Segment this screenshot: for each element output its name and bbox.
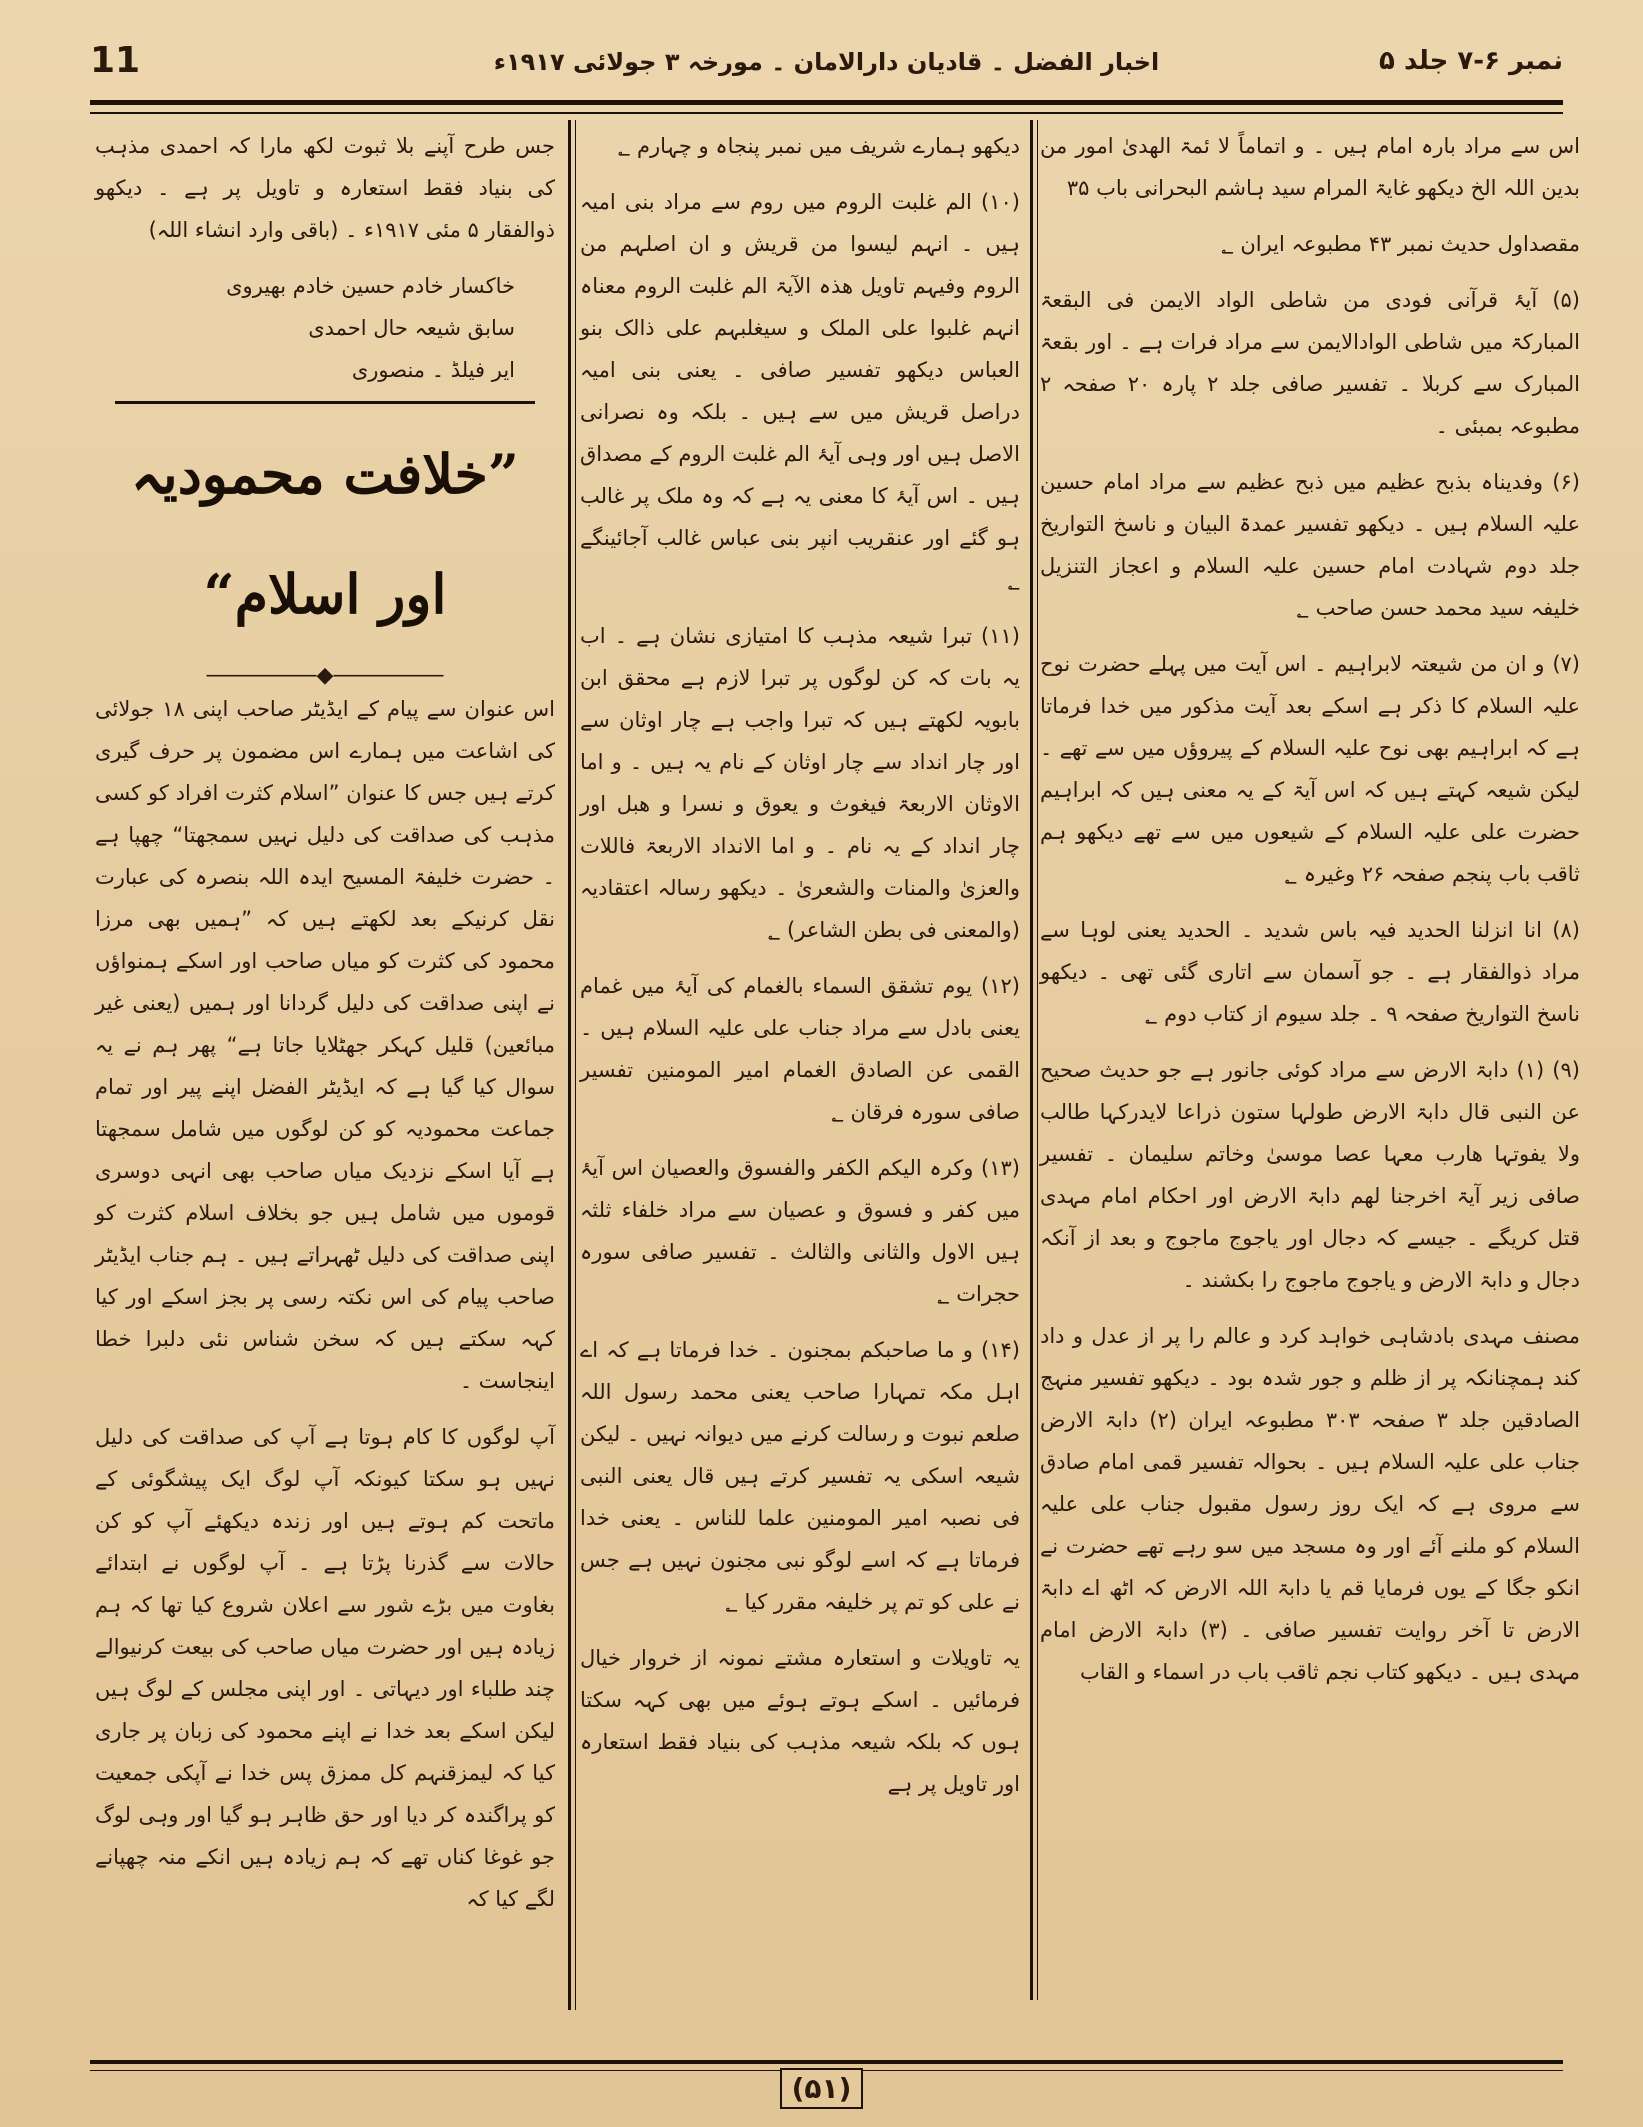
paragraph: دیکھو ہمارے شریف میں نمبر پنجاہ و چہارم ؂ (618, 134, 1020, 158)
issue-volume: نمبر ۶-۷ جلد ۵ (1379, 46, 1563, 76)
author-name: خاکسار خادم حسین خادم بھیروی (226, 274, 515, 298)
paragraph: (۵) آیۂ قرآنی فودی من شاطی الواد الایمن فی البقعۃ المبارکۃ میں شاطی الوادالایمن سے مراد فرات ہے ۔ اور بقعۃ المبارک سے کربلا ۔ تفسیر صافی جلد ۲ پارہ ۲۰ صفحہ ۲ مطبوعہ بمبئی ۔ (1040, 288, 1581, 438)
header-rule (90, 100, 1563, 105)
footer-rule (90, 2060, 1563, 2064)
masthead-title: اخبار الفضل ۔ قادیان دارالامان ۔ مورخہ ۳ جولائی ۱۹۱۷ء (493, 48, 1160, 76)
paragraph: اس عنوان سے پیام کے ایڈیٹر صاحب اپنی ۱۸ جولائی کی اشاعت میں ہمارے اس مضمون پر حرف گیری کرتے ہیں جس کا عنوان ”اسلام کثرت افراد کو کسی مذہب کی صداقت کی دلیل نہیں سمجھتا“ چھپا ہے ۔ حضرت خلیفۃ المسیح ایدہ اللہ بنصرہ کی عبارت نقل کرنیکے بعد لکھتے ہیں کہ ”ہمیں بھی مرزا محمود کی کثرت کو میاں صاحب اور اسکے ہمنواؤں نے اپنی صداقت کی دلیل گردانا اور ہمیں (یعنی غیر مبائعین) قلیل کہکر جھٹلایا جاتا ہے“ پھر ہم نے یہ سوال کیا گیا ہے کہ ایڈیٹر الفضل اپنے پیر اور تمام جماعت محمودیہ کو کن لوگوں میں شامل سمجھتا ہے آیا اسکے نزدیک میاں صاحب بھی انہی دوسری قوموں میں شامل ہیں جو بخلاف اسلام کثرت کو اپنی صداقت کی دلیل ٹھہراتے ہیں ۔ ہم جناب ایڈیٹر صاحب پیام کی اس نکتہ رسی پر بجز اسکے اور کیا کہہ سکتے ہیں کہ سخن شناس نئی دلبرا خطا اینجاست ۔ (95, 697, 555, 1393)
author-affiliation: سابق شیعہ حال احمدی (308, 316, 515, 340)
article-headline: ”خلافت محمودیہ اور اسلام“ (131, 442, 519, 626)
footer-page-number: (۵۱) (780, 2068, 864, 2109)
paragraph: اس سے مراد بارہ امام ہیں ۔ و اتماماً لا ئمۃ الھدیٰ امور من بدین اللہ الخ دیکھو غایۃ المرام سید ہاشم البحرانی باب ۳۵ (1040, 134, 1580, 200)
paragraph: آپ لوگوں کا کام ہوتا ہے آپ کی صداقت کی دلیل نہیں ہو سکتا کیونکہ آپ لوگ ایک پیشگوئی کے ماتحت کم ہوتے ہیں اور زندہ دیکھئے آپ کو کن حالات سے گذرنا پڑتا ہے ۔ آپ لوگوں نے ابتدائے بغاوت میں بڑے شور سے اعلان شروع کیا تھا کہ ہم زیادہ ہیں اور حضرت میاں صاحب کی بیعت کرنیوالے چند طلباء اور دیہاتی ۔ اور اپنی مجلس کے لوگ ہیں لیکن اسکے بعد خدا نے اپنے محمود کی زبان پر جاری کیا کہ لیمزقنہم کل ممزق پس خدا نے آپکی جمعیت کو پراگندہ کر دیا اور حق ظاہر ہو گیا اور وہی لوگ جو غوغا کناں تھے کہ ہم زیادہ ہیں انکے منہ چھپانے لگے کیا کہ (95, 1425, 555, 1911)
paragraph: (۶) وفدیناہ بذبح عظیم میں ذبح عظیم سے مراد امام حسین علیہ السلام ہیں ۔ دیکھو تفسیر عمدۃ البیان و ناسخ التواریخ جلد دوم شہادت امام حسین علیہ السلام و اعجاز التنزیل خلیفہ سید محمد حسن صاحب ؂ (1040, 470, 1580, 620)
column-divider (1037, 120, 1038, 2000)
paragraph: (۱۲) یوم تشقق السماء بالغمام کی آیۂ میں غمام یعنی بادل سے مراد جناب علی علیہ السلام ہیں ۔ القمی عن الصادق الغمام امیر المومنین تفسیر صافی سورہ فرقان ؂ (580, 974, 1020, 1124)
column-middle (580, 125, 1020, 2015)
paragraph: (۹) (۱) دابۃ الارض سے مراد کوئی جانور ہے جو حدیث صحیح عن النبی قال دابۃ الارض طولہا ستون ذراعا لایدرکہا طالب ولا یفوتہا ھارب معہا عصا موسیٰ وخاتم سلیمان ۔ تفسیر صافی زیر آیۃ اخرجنا لھم دابۃ الارض اور احکام امام مہدی قتل کریگے ۔ جیسے کہ دجال اور یاجوج ماجوج و بعد از آنکہ دجال و دابۃ الارض و یاجوج ماجوج را بکشند ۔ (1040, 1058, 1580, 1292)
paragraph: (۱۱) تبرا شیعہ مذہب کا امتیازی نشان ہے ۔ اب یہ بات کہ کن لوگوں پر تبرا لازم ہے محقق ابن بابویہ لکھتے ہیں کہ تبرا واجب ہے چار اوثان سے اور چار انداد سے چار اوثان کے نام یہ ہیں ۔ و اما الاوثان الاربعۃ فیغوث و یعوق و نسرا و ھبل اور چار انداد کے یہ نام ۔ و اما الانداد الاربعۃ فاللات والعزیٰ والمنات والشعریٰ ۔ دیکھو رسالہ اعتقادیہ (والمعنی فی بطن الشاعر) ؂ (580, 624, 1020, 942)
header-rule-thin (90, 112, 1563, 114)
paragraph: یہ تاویلات و استعارہ مشتے نمونہ از خروار خیال فرمائیں ۔ اسکے ہوتے ہوئے میں بھی کہہ سکتا ہوں کہ بلکہ شیعہ مذہب کی بنیاد فقط استعارہ اور تاویل پر ہے (580, 1646, 1020, 1796)
paragraph: (۱۳) وکرہ الیکم الکفر والفسوق والعصیان اس آیۂ میں کفر و فسوق و عصیان سے مراد خلفاء ثلثہ ہیں الاول والثانی والثالث ۔ تفسیر صافی سورہ حجرات ؂ (580, 1156, 1020, 1306)
paragraph: جس طرح آپنے بلا ثبوت لکھ مارا کہ احمدی مذہب کی بنیاد فقط استعارہ و تاویل پر ہے ۔ دیکھو ذوالفقار ۵ مئی ۱۹۱۷ء ۔ (باقی وارد انشاء اللہ) (95, 134, 555, 242)
footer-page-number-box (0, 2072, 1643, 2105)
header-page-number: 11 (90, 40, 141, 81)
article-separator (115, 401, 535, 404)
column-divider (568, 120, 571, 2010)
paragraph: (۱۰) الم غلبت الروم میں روم سے مراد بنی امیہ ہیں ۔ انہم لیسوا من قریش و ان اصلہم من الروم وفیہم تاویل ھذہ الآیۃ الم غلبت الروم معناہ انہم غلبوا علی الملک و سیغلبہم علی ذالک بنو العباس دیکھو تفسیر صافی ۔ یعنی بنی امیہ دراصل قریش میں سے ہیں ۔ بلکہ وہ نصرانی الاصل ہیں اور وہی آیۂ الم غلبت الروم کے مصداق ہیں ۔ اس آیۂ کا معنی یہ ہے کہ وہ ملک پر غالب ہو گئے اور عنقریب انپر بنی عباس غالب آجائینگے ؂ (580, 190, 1020, 592)
page-header (90, 38, 1563, 98)
column-right (1040, 125, 1580, 2005)
paragraph: مقصداول حدیث نمبر ۴۳ مطبوعہ ایران ؂ (1221, 232, 1580, 256)
author-location: ایر فیلڈ ۔ منصوری (351, 358, 515, 382)
column-divider (1030, 120, 1033, 2000)
paragraph: (۷) و ان من شیعتہ لابراہیم ۔ اس آیت میں پہلے حضرت نوح علیہ السلام کا ذکر ہے اسکے بعد آیت مذکور میں خدا فرماتا ہے کہ ابراہیم بھی نوح علیہ السلام کے پیروؤں میں سے تھے ۔ لیکن شیعہ کہتے ہیں کہ اس آیۃ کے یہ معنی ہیں کہ ابراہیم حضرت علی علیہ السلام کے شیعوں میں سے تھے دیکھو ہم ثاقب باب پنجم صفحہ ۲۶ وغیرہ ؂ (1040, 652, 1580, 886)
paragraph: مصنف مہدی بادشاہی خواہد کرد و عالم را پر از عدل و داد کند ہمچنانکہ پر از ظلم و جور شدہ بود ۔ دیکھو تفسیر منہج الصادقین جلد ۳ صفحہ ۳۰۳ مطبوعہ ایران (۲) دابۃ الارض جناب علی علیہ السلام ہیں ۔ بحوالہ تفسیر قمی امام صادق سے مروی ہے کہ ایک روز رسول مقبول جناب علی علیہ السلام کو ملنے آئے اور وہ مسجد میں سو رہے تھے حضرت نے انکو جگا کے یوں فرمایا قم یا دابۃ اللہ الارض کہ اٹھ اے دابۃ الارض تا آخر روایت تفسیر صافی ۔ (۳) دابۃ الارض امام مہدی ہیں ۔ دیکھو کتاب نجم ثاقب باب در اسماء و القاب (1040, 1324, 1580, 1684)
column-left (95, 125, 555, 2015)
column-divider (575, 120, 576, 2010)
ornament-divider: ―――――◆――――― (206, 663, 444, 688)
paragraph: (۸) انا انزلنا الحدید فیہ باس شدید ۔ الحدید یعنی لوہا سے مراد ذوالفقار ہے ۔ جو آسمان سے اتاری گئی تھی ۔ دیکھو ناسخ التواریخ صفحہ ۹ ۔ جلد سیوم از کتاب دوم ؂ (1040, 918, 1580, 1026)
paragraph: (۱۴) و ما صاحبکم بمجنون ۔ خدا فرماتا ہے کہ اے اہل مکہ تمہارا صاحب یعنی محمد رسول اللہ صلعم نبوت و رسالت کرنے میں دیوانہ نہیں ۔ لیکن شیعہ اسکی یہ تفسیر کرتے ہیں قال یعنی النبی فی نصبہ امیر المومنین علما للناس ۔ یعنی خدا فرماتا ہے کہ اسے لوگو نبی مجنون نہیں ہے جس نے علی کو تم پر خلیفہ مقرر کیا ؂ (580, 1338, 1020, 1614)
